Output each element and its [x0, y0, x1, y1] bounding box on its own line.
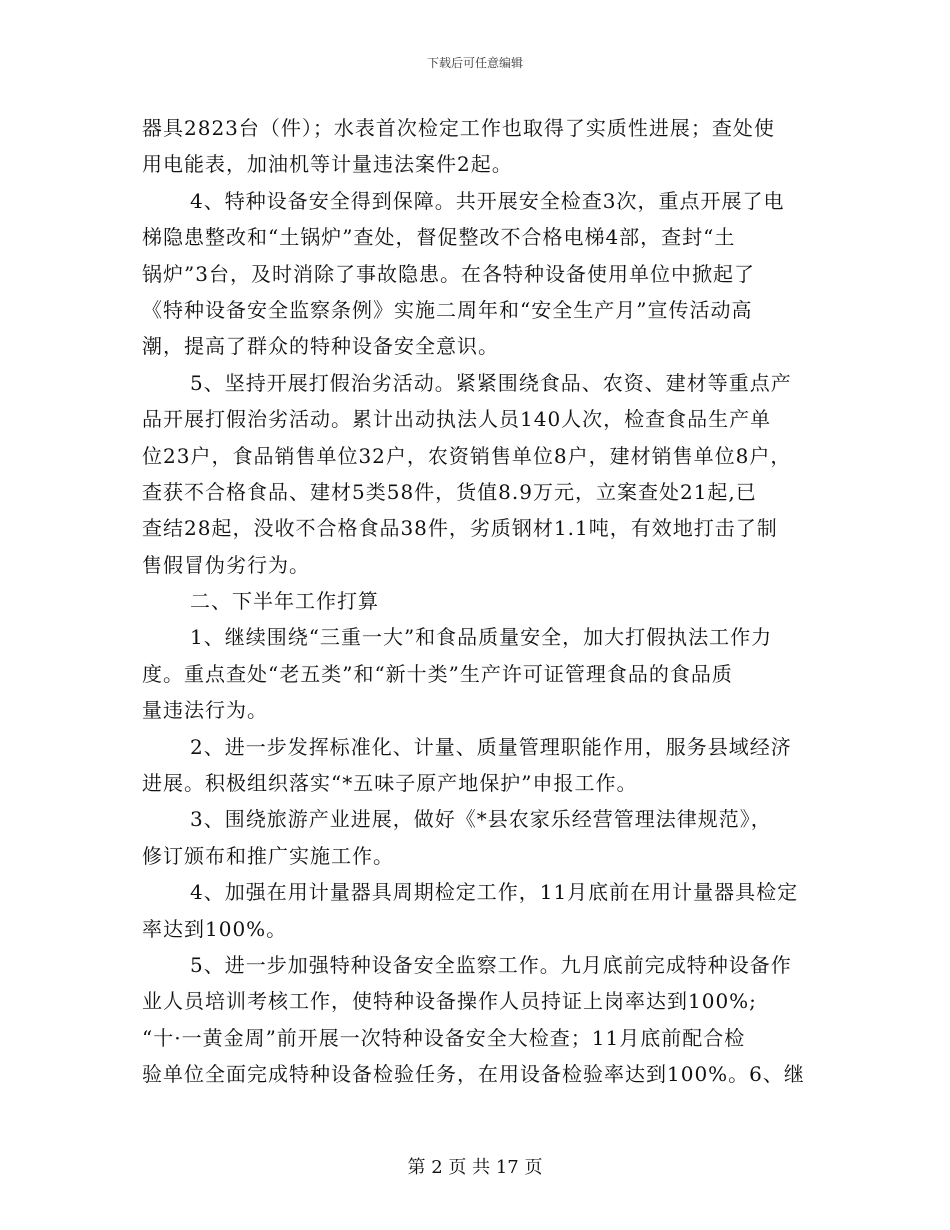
section-heading: 二、下半年工作打算 — [190, 589, 379, 614]
paragraph-line: 3、围绕旅游产业进展，做好《*县农家乐经营管理法律规范》， — [190, 807, 772, 832]
body-line: 业人员培训考核工作，使特种设备操作人员持证上岗率达到100%; — [142, 989, 757, 1014]
paragraph-line: 1、继续围绕“三重一大”和食品质量安全，加大打假执法工作力 — [190, 625, 773, 650]
body-line: 用电能表，加油机等计量违法案件2起。 — [142, 152, 513, 177]
body-line: 器具2823台（件）；水表首次检定工作也取得了实质性进展；查处使 — [142, 116, 775, 140]
body-line: 位23户，食品销售单位32户，农资销售单位8户，建材销售单位8户， — [142, 443, 792, 468]
document-body — [142, 110, 812, 1093]
header-note: 下载后可任意编辑 — [426, 56, 523, 70]
body-line: 修订颁布和推广实施工作。 — [142, 843, 394, 868]
body-line: 品开展打假治劣活动。累计出动执法人员140人次，检查食品生产单 — [142, 407, 772, 432]
paragraph-line: 4、加强在用计量器具周期检定工作，11月底前在用计量器具检定 — [190, 880, 799, 905]
body-line: 率达到100%。 — [142, 916, 288, 941]
body-line: 度。重点查处“老五类”和“新十类”生产许可证管理食品的食品质 — [142, 661, 733, 686]
paragraph-line: 5、进一步加强特种设备安全监察工作。九月底前完成特种设备作 — [190, 952, 792, 977]
page-number: 第 2 页 共 17 页 — [407, 1157, 543, 1178]
body-line: 验单位全面完成特种设备检验任务，在用设备检验率达到100%。6、继 — [142, 1062, 805, 1087]
body-line: “十·一黄金周”前开展一次特种设备安全大检查；11月底前配合检 — [142, 1025, 746, 1050]
body-line: 梯隐患整改和“土锅炉”查处，督促整改不合格电梯4部，查封“土 — [142, 225, 736, 250]
body-line: 《特种设备安全监察条例》实施二周年和“安全生产月”宣传活动高 — [142, 297, 753, 322]
paragraph-line: 2、进一步发挥标准化、计量、质量管理职能作用，服务县域经济 — [190, 734, 792, 759]
body-line: 潮，提高了群众的特种设备安全意识。 — [142, 334, 499, 359]
paragraph-line: 5、坚持开展打假治劣活动。紧紧围绕食品、农资、建材等重点产 — [190, 370, 792, 395]
paragraph-line: 4、特种设备安全得到保障。共开展安全检查3次，重点开展了电 — [190, 188, 785, 213]
body-line: 量违法行为。 — [142, 698, 268, 723]
body-line: 售假冒伪劣行为。 — [142, 552, 310, 577]
body-line: 进展。积极组织落实“*五味子原产地保护”申报工作。 — [142, 771, 638, 796]
body-line: 锅炉”3台，及时消除了事故隐患。在各特种设备使用单位中掀起了 — [142, 261, 755, 286]
body-line: 查结28起，没收不合格食品38件，劣质钢材1.1吨，有效地打击了制 — [142, 516, 778, 541]
body-line: 查获不合格食品、建材5类58件，货值8.9万元，立案查处21起,已 — [142, 479, 757, 504]
